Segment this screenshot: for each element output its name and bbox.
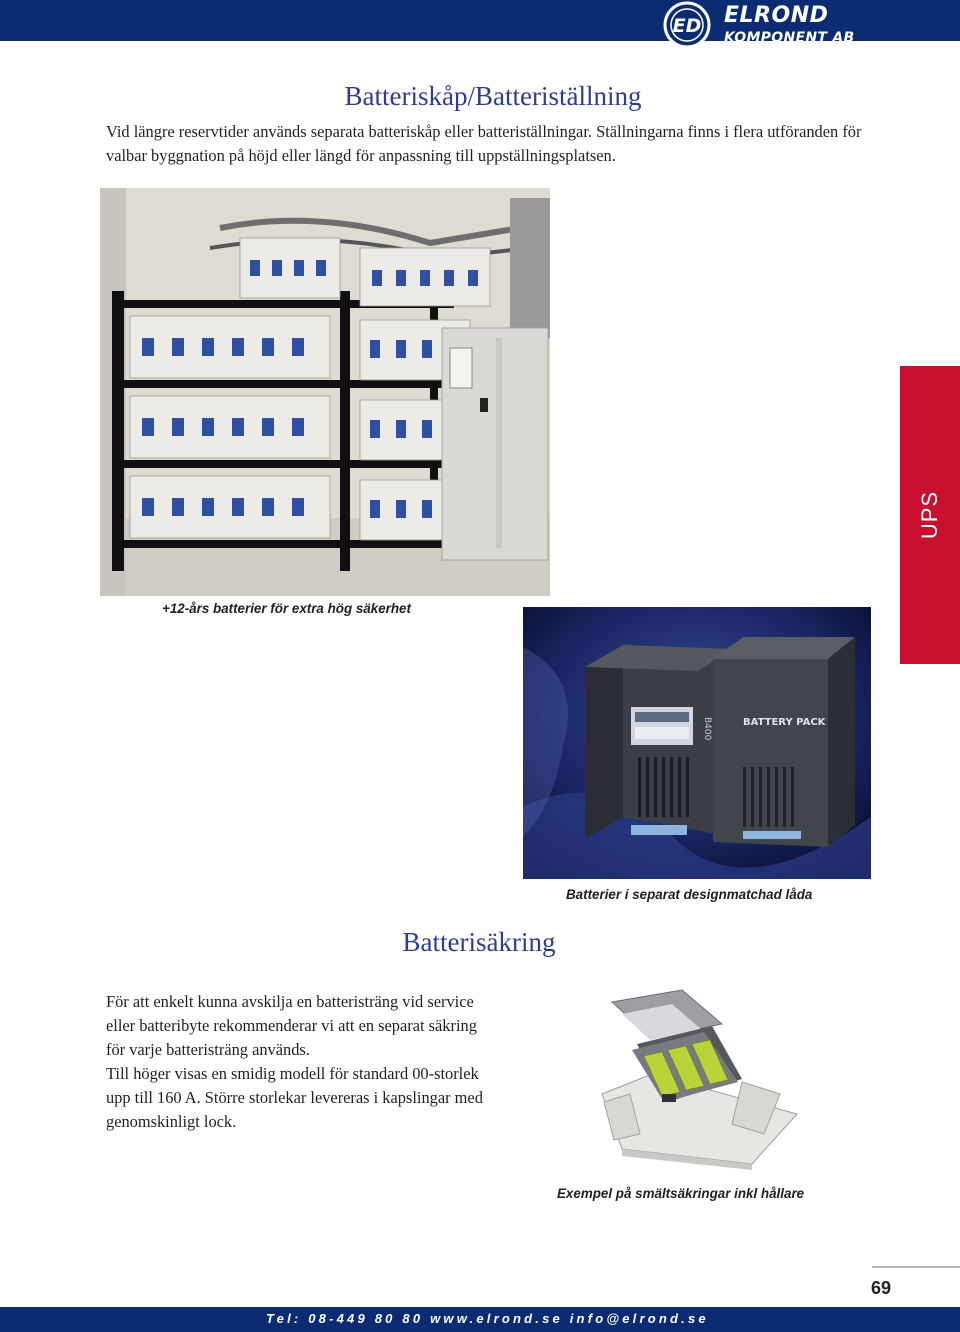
elrond-logo-icon [662,0,712,50]
fuse-holder-photo [592,984,812,1170]
ups-unit-label: B400 [702,717,712,741]
intro-paragraph: Vid längre reservtider används separata batteriskåp eller batteriställningar. Ställningarna finns i flera utföranden för valbar byggnation på höjd eller längd för anpassning till uppställningsplatsen. [106,122,862,165]
ups-photo-caption: Batterier i separat designmatchad låda [566,887,813,902]
fuse-holder-illustration [592,984,812,1170]
footer-contact: Tel: 08-449 80 80 www.elrond.se info@elrond.se [266,1311,709,1326]
fuse-description [106,990,486,1134]
battery-pack-label: BATTERY PACK [743,717,826,728]
fuse-paragraph-2: Till höger visas en smidig modell för standard 00-storlek upp till 160 A. Större storlekar levereras i kapslingar med genomskinligt lock. [106,1064,483,1131]
page-number-rule [872,1266,960,1268]
logo-monogram: ED [672,15,702,37]
page-number: 69 [870,1278,892,1298]
ups-battery-pack-illustration [523,607,871,879]
footer-bar [0,1307,960,1332]
battery-rack-illustration [100,188,550,596]
section-title-battery-fuse: Batterisäkring [402,927,556,957]
battery-rack-photo [100,188,550,596]
brand-subtitle: KOMPONENT AB [724,30,855,46]
brand-name: ELROND [724,3,829,28]
section-tab-ups [900,366,960,664]
fuse-photo-caption: Exempel på smältsäkringar inkl hållare [557,1186,805,1201]
rack-photo-caption: +12-års batterier för extra hög säkerhet [162,601,411,616]
ups-battery-pack-photo [523,607,871,879]
company-logo [656,0,956,52]
section-title-battery-cabinet: Batteriskåp/Batteriställning [344,81,642,111]
section-tab-label: UPS [917,490,942,540]
fuse-paragraph-1: För att enkelt kunna avskilja en batteristräng vid service eller batteribyte rekommenderar vi att en separat säkring för varje batteristräng används. [106,992,477,1059]
